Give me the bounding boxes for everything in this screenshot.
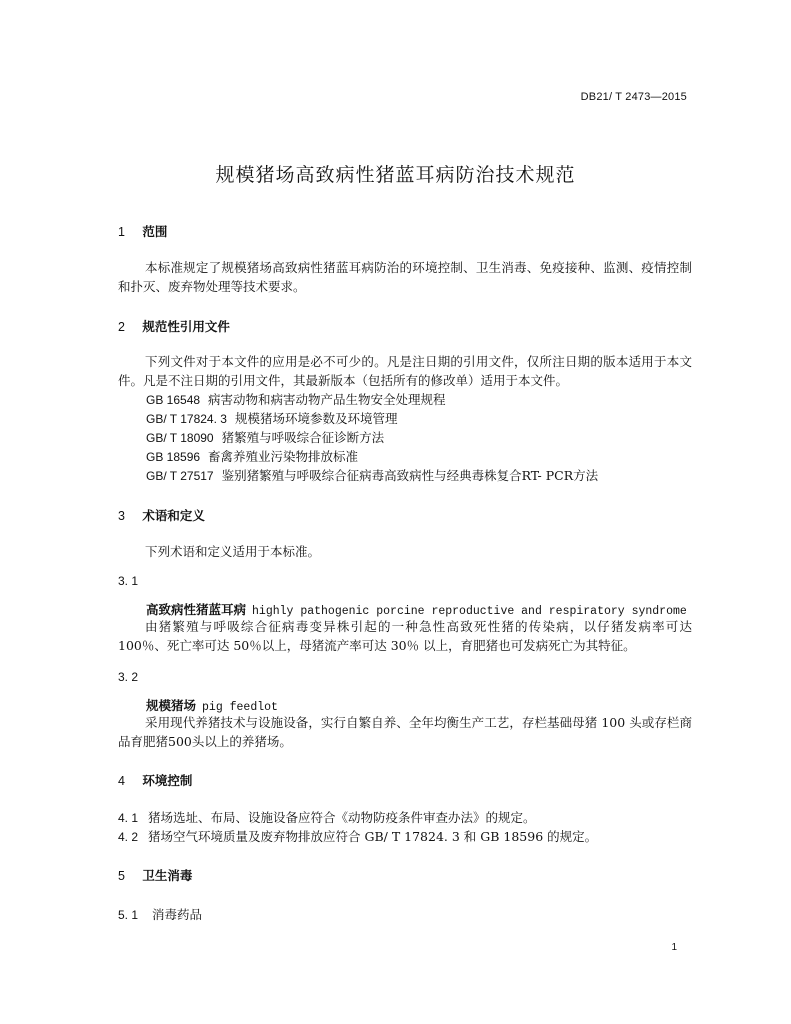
term-chinese: 规模猪场 — [146, 698, 197, 713]
term-definition: 采用现代养猪技术与设施设备，实行自繁自养、全年均衡生产工艺，存栏基础母猪 100 头或存栏商品育肥猪500头以上的养猪场。 — [118, 715, 692, 749]
clause-number: 4. 1 — [118, 811, 139, 825]
terms-paragraph: 下列术语和定义适用于本标准。 — [145, 544, 321, 559]
section-number: 5 — [118, 869, 125, 883]
clause-item — [118, 827, 597, 845]
reference-code: GB 18596 — [146, 450, 201, 464]
reference-item — [146, 409, 397, 429]
section-title: 术语和定义 — [142, 508, 205, 523]
references-paragraph: 下列文件对于本文件的应用是必不可少的。凡是注日期的引用文件，仅所注日期的版本适用于本文件。凡是不注日期的引用文件，其最新版本（包括所有的修改单）适用于本文件。 — [118, 354, 692, 388]
reference-code: GB/ T 18090 — [146, 431, 214, 445]
term-entry — [146, 600, 687, 618]
reference-title: 畜禽养殖业污染物排放标准 — [208, 449, 359, 464]
section-heading-scope — [118, 222, 167, 240]
section-number: 1 — [118, 225, 125, 239]
reference-code: GB/ T 17824. 3 — [146, 412, 227, 426]
section-title: 环境控制 — [142, 773, 193, 788]
section-number: 4 — [118, 774, 125, 788]
section-number: 3 — [118, 509, 125, 523]
section-title: 卫生消毒 — [142, 868, 193, 883]
reference-item — [146, 428, 384, 448]
page-number: 1 — [671, 942, 677, 953]
term-number: 3. 1 — [118, 574, 139, 588]
reference-title: 猪繁殖与呼吸综合征诊断方法 — [221, 430, 385, 445]
term-definition: 由猪繁殖与呼吸综合征病毒变异株引起的一种急性高致死性猪的传染病，以仔猪发病率可达100％、死亡率可达 50％以上，母猪流产率可达 30％ 以上，育肥猪也可发病死亡为其特征。 — [118, 619, 692, 653]
section-number: 2 — [118, 320, 125, 334]
term-entry — [146, 696, 278, 714]
section-heading-terms — [118, 506, 205, 524]
scope-paragraph: 本标准规定了规模猪场高致病性猪蓝耳病防治的环境控制、卫生消毒、免疫接种、监测、疫情控制和扑灭、废弃物处理等技术要求。 — [118, 260, 692, 294]
section-heading-environment — [118, 771, 192, 789]
clause-text: 猪场选址、布局、设施设备应符合《动物防疫条件审查办法》的规定。 — [148, 810, 536, 825]
reference-item — [146, 466, 598, 486]
section-heading-disinfection — [118, 866, 192, 884]
subsection-heading — [118, 905, 202, 923]
subsection-title: 消毒药品 — [152, 907, 203, 922]
reference-item — [146, 390, 446, 410]
reference-code: GB/ T 27517 — [146, 469, 214, 483]
document-title: 规模猪场高致病性猪蓝耳病防治技术规范 — [215, 164, 576, 186]
section-title: 规范性引用文件 — [142, 319, 230, 334]
reference-item — [146, 447, 358, 467]
subsection-number: 5. 1 — [118, 908, 139, 922]
section-heading-normative-references — [118, 317, 230, 335]
section-title: 范围 — [142, 224, 168, 239]
clause-item — [118, 808, 536, 826]
term-english: highly pathogenic porcine reproductive and respiratory syndrome — [252, 605, 687, 618]
term-number: 3. 2 — [118, 670, 139, 684]
reference-title: 病害动物和病害动物产品生物安全处理规程 — [208, 392, 446, 407]
clause-number: 4. 2 — [118, 830, 139, 844]
document-number: DB21/ T 2473—2015 — [580, 91, 687, 103]
reference-title: 规模猪场环境参数及环境管理 — [234, 411, 398, 426]
clause-text: 猪场空气环境质量及废弃物排放应符合 GB/ T 17824. 3 和 GB 18596 的规定。 — [148, 829, 598, 844]
reference-title: 鉴别猪繁殖与呼吸综合征病毒高致病性与经典毒株复合RT- PCR方法 — [221, 468, 599, 483]
term-english: pig feedlot — [202, 701, 278, 714]
term-chinese: 高致病性猪蓝耳病 — [146, 602, 247, 617]
reference-code: GB 16548 — [146, 393, 201, 407]
